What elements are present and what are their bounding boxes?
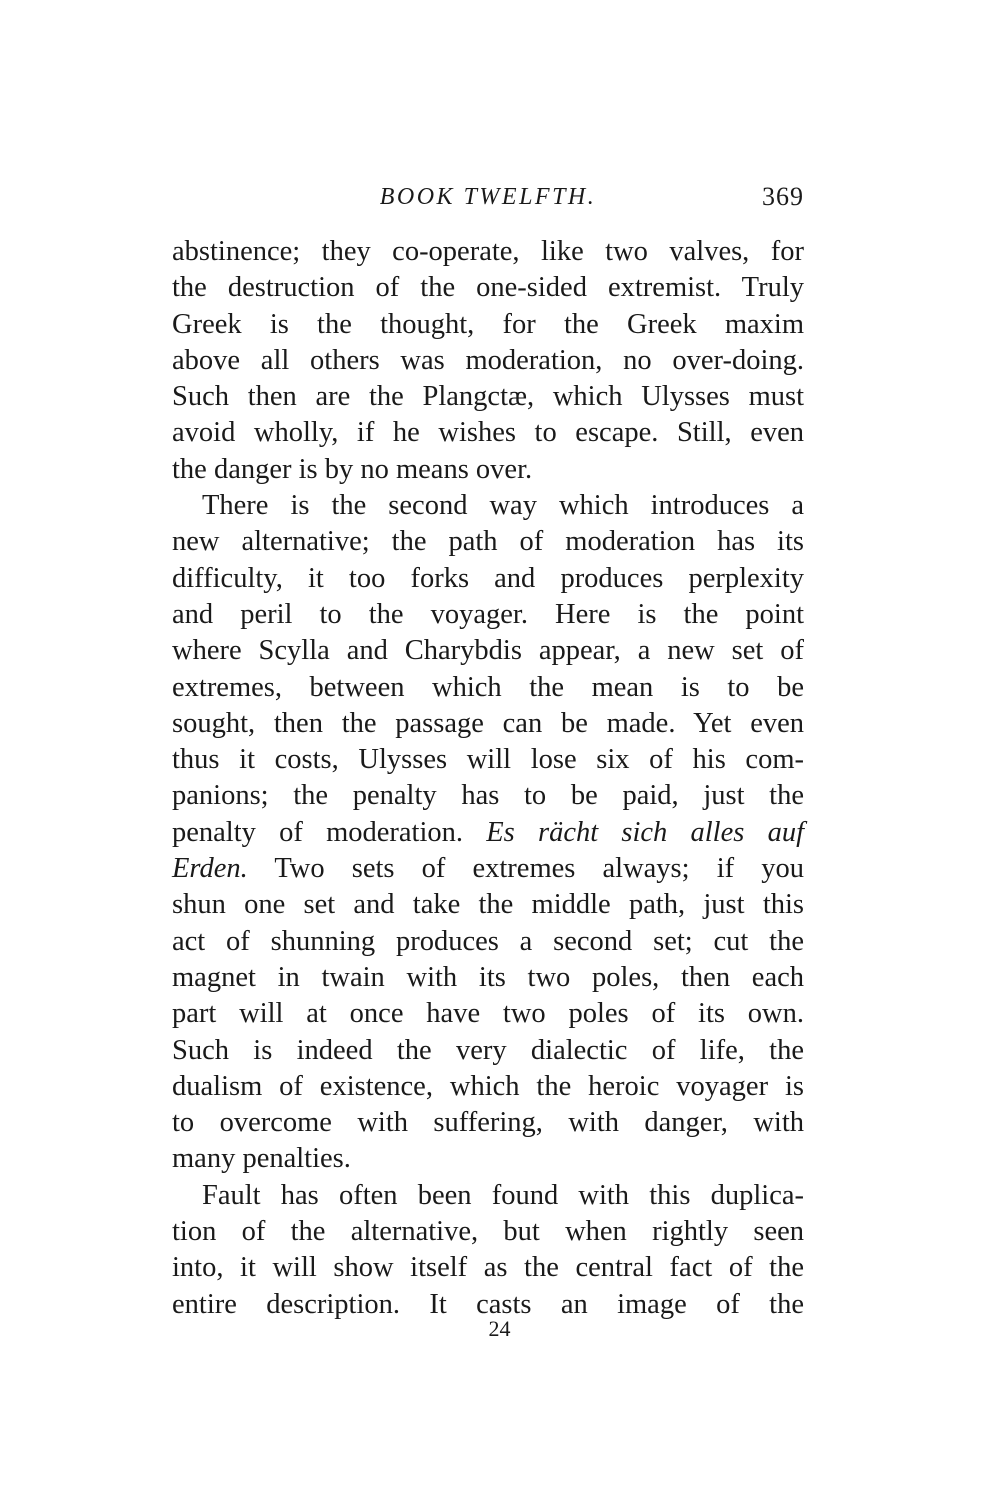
text-line: Such then are the Plangctæ, which Ulysses must (172, 381, 804, 413)
text-line: extremes, between which the mean is to be (172, 671, 804, 703)
text-line: thus it costs, Ulysses will lose six of his com- (172, 744, 804, 776)
text-line: dualism of existence, which the heroic voyager is (172, 1070, 804, 1102)
body-text (172, 234, 804, 1323)
text-line: shun one set and take the middle path, just this (172, 889, 804, 921)
text-line: many penalties. (172, 1143, 351, 1175)
text-segment: penalty of moderation. (172, 816, 464, 848)
text-line: and peril to the voyager. Here is the point (172, 598, 804, 630)
running-head (172, 182, 804, 222)
text-line: act of shunning produces a second set; cut the (172, 925, 804, 957)
italic-phrase: Erden. (172, 853, 248, 885)
text-line: the danger is by no means over. (172, 453, 533, 485)
text-line: Fault has often been found with this duplica- (202, 1179, 804, 1211)
text-line: difficulty, it too forks and produces perplexity (172, 562, 804, 594)
text-line: entire description. It casts an image of the (172, 1288, 804, 1320)
text-line: Greek is the thought, for the Greek maxim (172, 308, 804, 340)
text-line: abstinence; they co-operate, like two valves, for (172, 236, 804, 267)
text-line: part will at once have two poles of its own. (172, 998, 804, 1030)
text-line: tion of the alternative, but when rightly seen (172, 1216, 804, 1248)
italic-phrase: Es rächt sich alles auf (486, 816, 804, 848)
text-line-mixed (172, 815, 804, 851)
text-line: magnet in twain with its two poles, then each (172, 961, 804, 993)
text-segment: Two sets of extremes always; if you (274, 853, 804, 885)
text-line: There is the second way which introduces a (202, 490, 804, 522)
signature-mark: 24 (488, 1316, 511, 1341)
text-line: where Scylla and Charybdis appear, a new set of (172, 635, 804, 667)
text-line: panions; the penalty has to be paid, just the (172, 780, 804, 812)
text-line: to overcome with suffering, with danger, with (172, 1107, 804, 1139)
text-line: new alternative; the path of moderation has its (172, 526, 804, 558)
text-line: the destruction of the one-sided extremist. Truly (172, 272, 804, 304)
text-line: avoid wholly, if he wishes to escape. Still, even (172, 417, 804, 449)
page-number: 369 (762, 182, 804, 211)
text-line-mixed (172, 851, 804, 887)
text-line: into, it will show itself as the central fact of the (172, 1252, 804, 1284)
text-line: Such is indeed the very dialectic of life, the (172, 1034, 804, 1066)
running-title: BOOK TWELFTH. (379, 184, 597, 210)
text-line: above all others was moderation, no over-doing. (172, 344, 804, 376)
text-line: sought, then the passage can be made. Yet even (172, 707, 804, 739)
